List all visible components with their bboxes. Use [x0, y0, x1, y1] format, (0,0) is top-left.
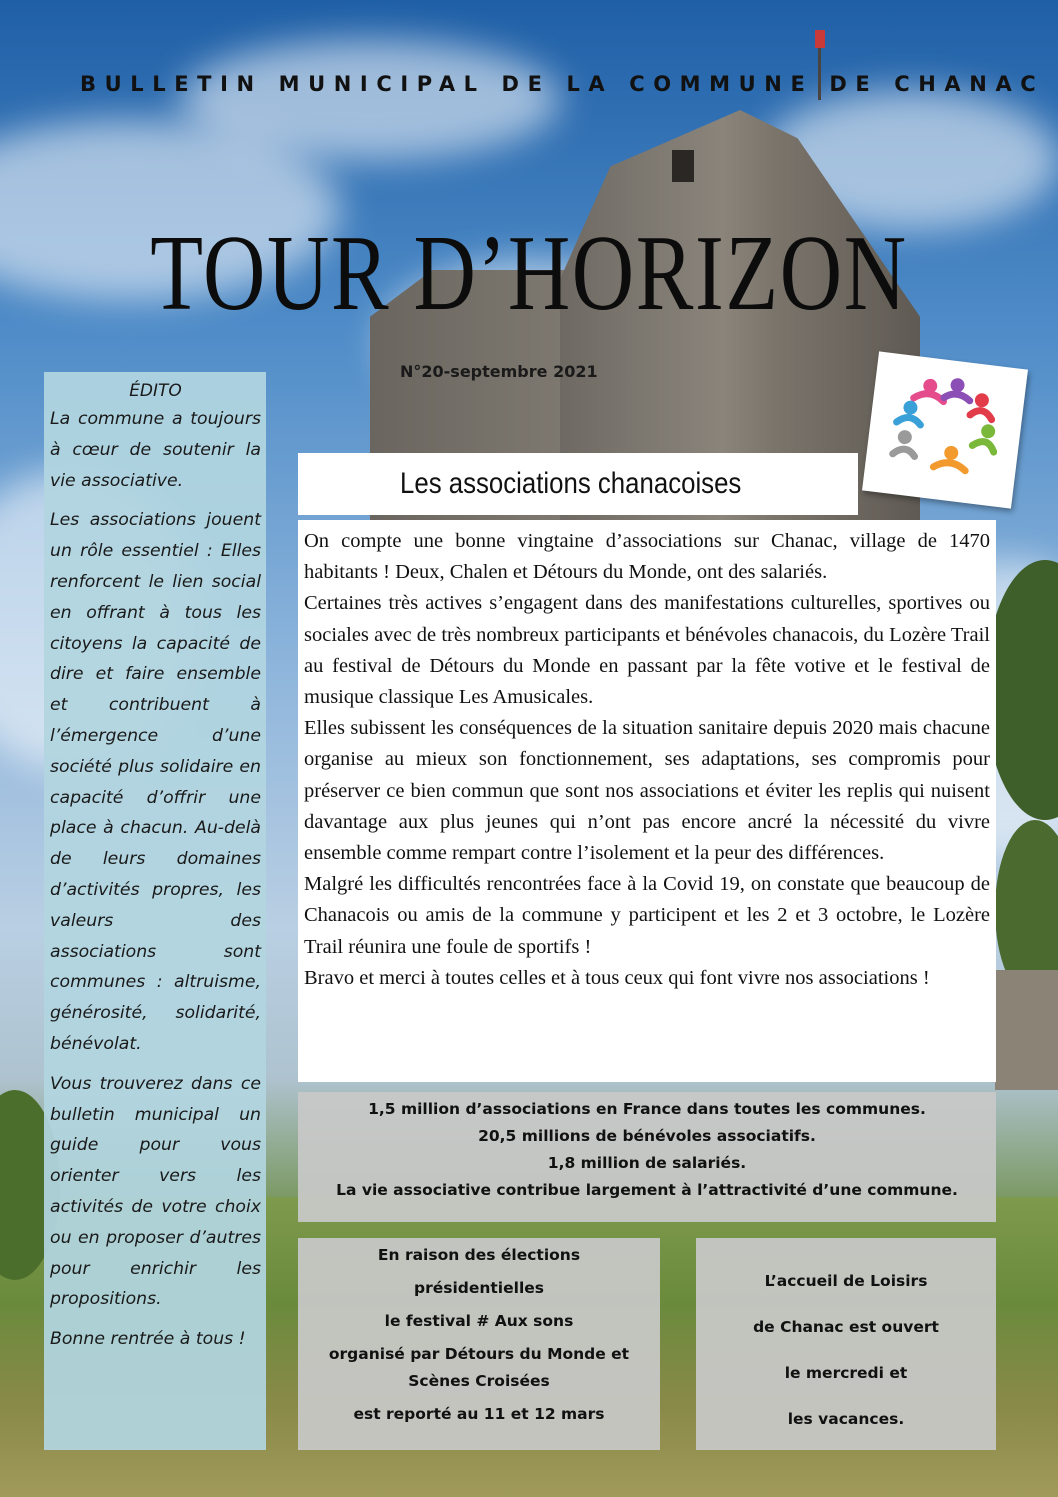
- loisirs-box: [696, 1238, 996, 1450]
- elections-box: [298, 1238, 660, 1450]
- article-paragraph: Malgré les difficultés rencontrées face à la Covid 19, on constate que beaucoup de Chanacois ou amis de la commune y participent et les 2 et 3 octobre, le Lozère Trail réunira une foule de sportifs !: [304, 873, 990, 958]
- elections-line: organisé par Détours du Monde et Scènes Croisées: [328, 1345, 630, 1390]
- edito-paragraph: La commune a toujours à cœur de soutenir la vie associative.: [50, 409, 261, 491]
- article-title-text: Les associations chanacoises: [400, 467, 742, 500]
- edito-paragraph: Vous trouverez dans ce bulletin municipal un guide pour vous orienter vers les activités de votre choix ou en proposer d’autres pour enrichir les propositions.: [50, 1073, 261, 1310]
- elections-line: est reporté au 11 et 12 mars: [353, 1405, 605, 1423]
- article-body: [298, 520, 996, 1082]
- elections-line: présidentielles: [413, 1279, 545, 1297]
- edito-paragraph: Les associations jouent un rôle essentiel : Elles renforcent le lien social en offrant à tous les citoyens la capacité de dire et faire ensemble et contribuent à l’émergence d’une société plus solidaire en capacité d’offrir une place à chacun. Au-delà de leurs domaines d’activités propres, les valeurs des associations sont communes : altruisme, générosité, solidarité, bénévolat.: [50, 510, 261, 1054]
- loisirs-line: le mercredi et: [784, 1364, 908, 1382]
- people-circle-icon: [862, 351, 1028, 508]
- edito-heading: ÉDITO: [129, 381, 182, 401]
- article-paragraph: On compte une bonne vingtaine d’associations sur Chanac, village de 1470 habitants ! Deux, Chalen et Détours du Monde, ont des salariés.: [304, 530, 990, 584]
- edito-paragraph: Bonne rentrée à tous !: [50, 1329, 246, 1350]
- stat-line: 1,5 million d’associations en France dans toutes les communes.: [368, 1100, 926, 1118]
- stat-line: 1,8 million de salariés.: [547, 1154, 747, 1172]
- page-title: TOUR D’HORIZON: [150, 214, 908, 333]
- elections-line: En raison des élections: [377, 1246, 581, 1264]
- article-title: [298, 453, 858, 515]
- bulletin-header: BULLETIN MUNICIPAL DE LA COMMUNE DE CHANAC: [80, 72, 1045, 96]
- article-paragraph: Bravo et merci à toutes celles et à tous ceux qui font vivre nos associations !: [304, 966, 930, 989]
- stat-line: 20,5 millions de bénévoles associatifs.: [478, 1127, 816, 1145]
- edito-panel: [44, 372, 266, 1450]
- loisirs-line: les vacances.: [787, 1410, 905, 1428]
- stats-box: [298, 1092, 996, 1222]
- article-paragraph: Certaines très actives s’engagent dans des manifestations culturelles, sportives ou sociales avec de très nombreux participants et bénévoles chanacois, du Lozère Trail au festival de Détours du Monde en passant par la fête votive et le festival de musique classique Les Amusicales.: [304, 592, 990, 709]
- stat-line: La vie associative contribue largement à l’attractivité d’une commune.: [336, 1181, 958, 1199]
- elections-line: le festival # Aux sons: [384, 1312, 574, 1330]
- loisirs-line: de Chanac est ouvert: [753, 1318, 939, 1336]
- loisirs-line: L’accueil de Loisirs: [764, 1272, 928, 1290]
- associations-logo: [862, 351, 1028, 508]
- article-paragraph: Elles subissent les conséquences de la situation sanitaire depuis 2020 mais chacune organise au mieux son fonctionnement, ses adaptations, ses compromis pour préserver ce bien commun que sont nos associations et éviter les replis qui nuisent davantage aux plus jeunes qui n’ont pas encore ancré la nécessité du vivre ensemble comme rempart contre l’isolement et la peur des différences.: [304, 717, 990, 865]
- issue-number: N°20-septembre 2021: [400, 362, 598, 381]
